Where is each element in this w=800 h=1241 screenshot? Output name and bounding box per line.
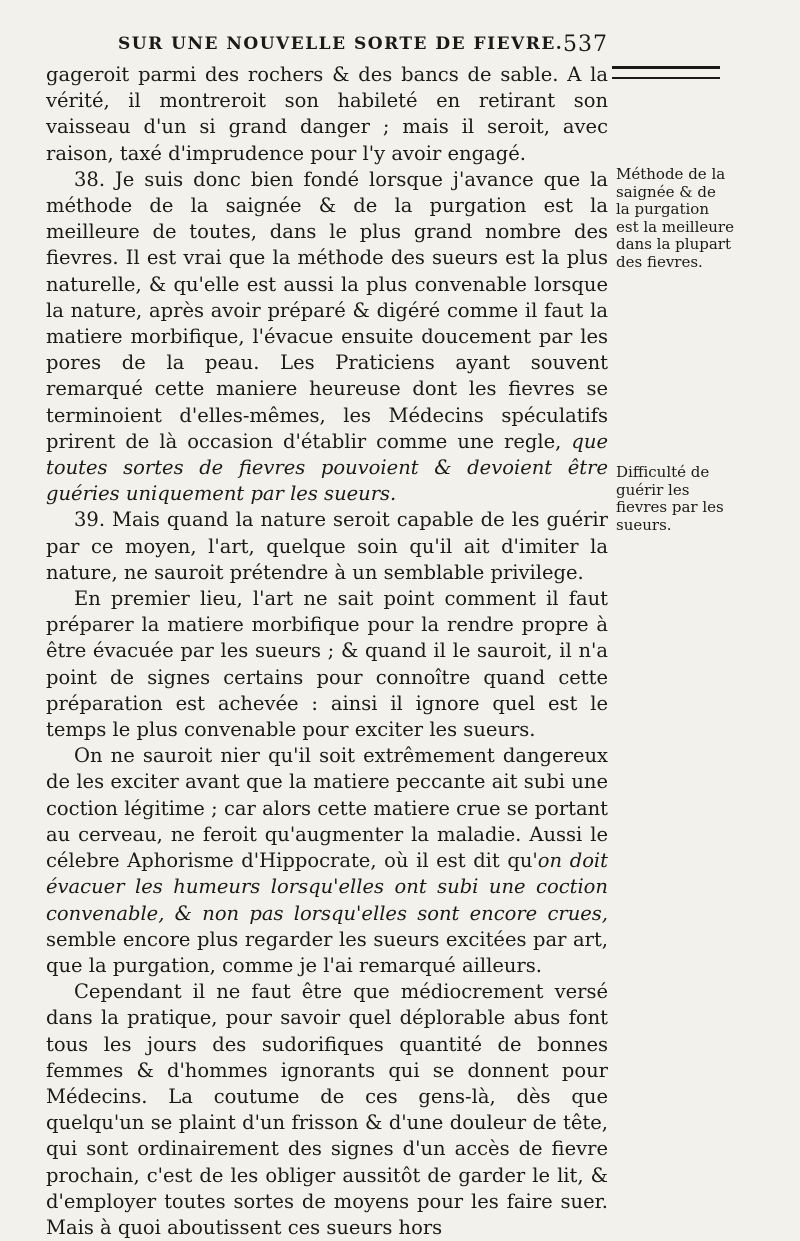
paragraph-38 (46, 167, 608, 508)
paragraph-38-italic: que toutes sortes de fievres pouvoient & devoient être guéries uniquement par les sueurs. (46, 429, 608, 506)
paragraph-cependant: Cependant il ne faut être que médiocrement versé dans la pratique, pour savoir quel déplorable abus font tous les jours des sudorifiques quantité de bonnes femmes & d'hommes ignorants qui se donnent pour Médecins. La coutume de ces gens-là, dès que quelqu'un se plaint d'un frisson & d'une douleur de tête, qui sont ordinairement des signes d'un accès de fievre prochain, c'est de les obliger aussitôt de garder le lit, & d'employer toutes sortes de moyens pour les faire suer. Mais à quoi aboutissent ces sueurs hors (46, 980, 608, 1239)
margin-note-methode: Méthode de la saignée & de la purgation est la meilleure dans la plupart des fievres. (616, 165, 734, 271)
paragraph-premier-lieu: En premier lieu, l'art ne sait point comment il faut préparer la matiere morbifique pour la rendre propre à être évacuée par les sueurs ; & quand il le sauroit, il n'a point de signes certains pour connoître quand cette préparation est achevée : ainsi il ignore quel est le temps le plus convenable pour exciter les sueurs. (46, 587, 608, 742)
ornamental-rule (612, 66, 720, 79)
paragraph-39: 39. Mais quand la nature seroit capable de les guérir par ce moyen, l'art, quelque soin qu'il ait d'imiter la nature, ne sauroit prétendre à un semblable privilege. (46, 508, 608, 584)
page-header (118, 32, 608, 60)
main-text-column (46, 62, 608, 1241)
paragraph-continuation: gageroit parmi des rochers & des bancs de sable. A la vérité, il montreroit son habileté en retirant son vaisseau d'un si grand danger ; mais il seroit, avec raison, taxé d'imprudence pour l'y avoir engagé. (46, 63, 608, 165)
running-title: SUR UNE NOUVELLE SORTE DE FIEVRE. (118, 34, 564, 54)
page-number: 537 (563, 32, 608, 57)
paragraph-aphorisme (46, 743, 608, 979)
aphorisme-quote: on doit évacuer les humeurs lorsqu'elles ont subi une coction convenable, & non pas lorsqu'elles sont encore crues, (46, 849, 609, 925)
paragraph-38-text: 38. Je suis donc bien fondé lorsque j'avance que la méthode de la saignée & de la purgation est la meilleure de toutes, dans le plus grand nombre des fievres. Il est vrai que la méthode des sueurs est la plus naturelle, & qu'elle est aussi la plus convenable lorsque la nature, après avoir préparé & digéré comme il faut la matiere morbifique, l'évacue ensuite doucement par les pores de la peau. Les Praticiens ayant souvent remarqué cette maniere heureuse dont les fievres se terminoient d'elles-mêmes, les Médecins spéculatifs prirent de là occasion d'établir comme une regle, (46, 167, 608, 453)
margin-note-difficulte: Difficulté de guérir les fievres par les sueurs. (616, 463, 724, 534)
aphorisme-text-a: On ne sauroit nier qu'il soit extrêmement dangereux de les exciter avant que la matiere peccante ait subi une coction légitime ; car alors cette matiere crue se portant au cerveau, ne feroit qu'augmenter la maladie. Aussi le célebre Aphorisme d'Hippocrate, où il est dit qu' (46, 744, 608, 873)
aphorisme-text-b: semble encore plus regarder les sueurs excitées par art, que la purgation, comme je l'ai remarqué ailleurs. (46, 927, 608, 977)
